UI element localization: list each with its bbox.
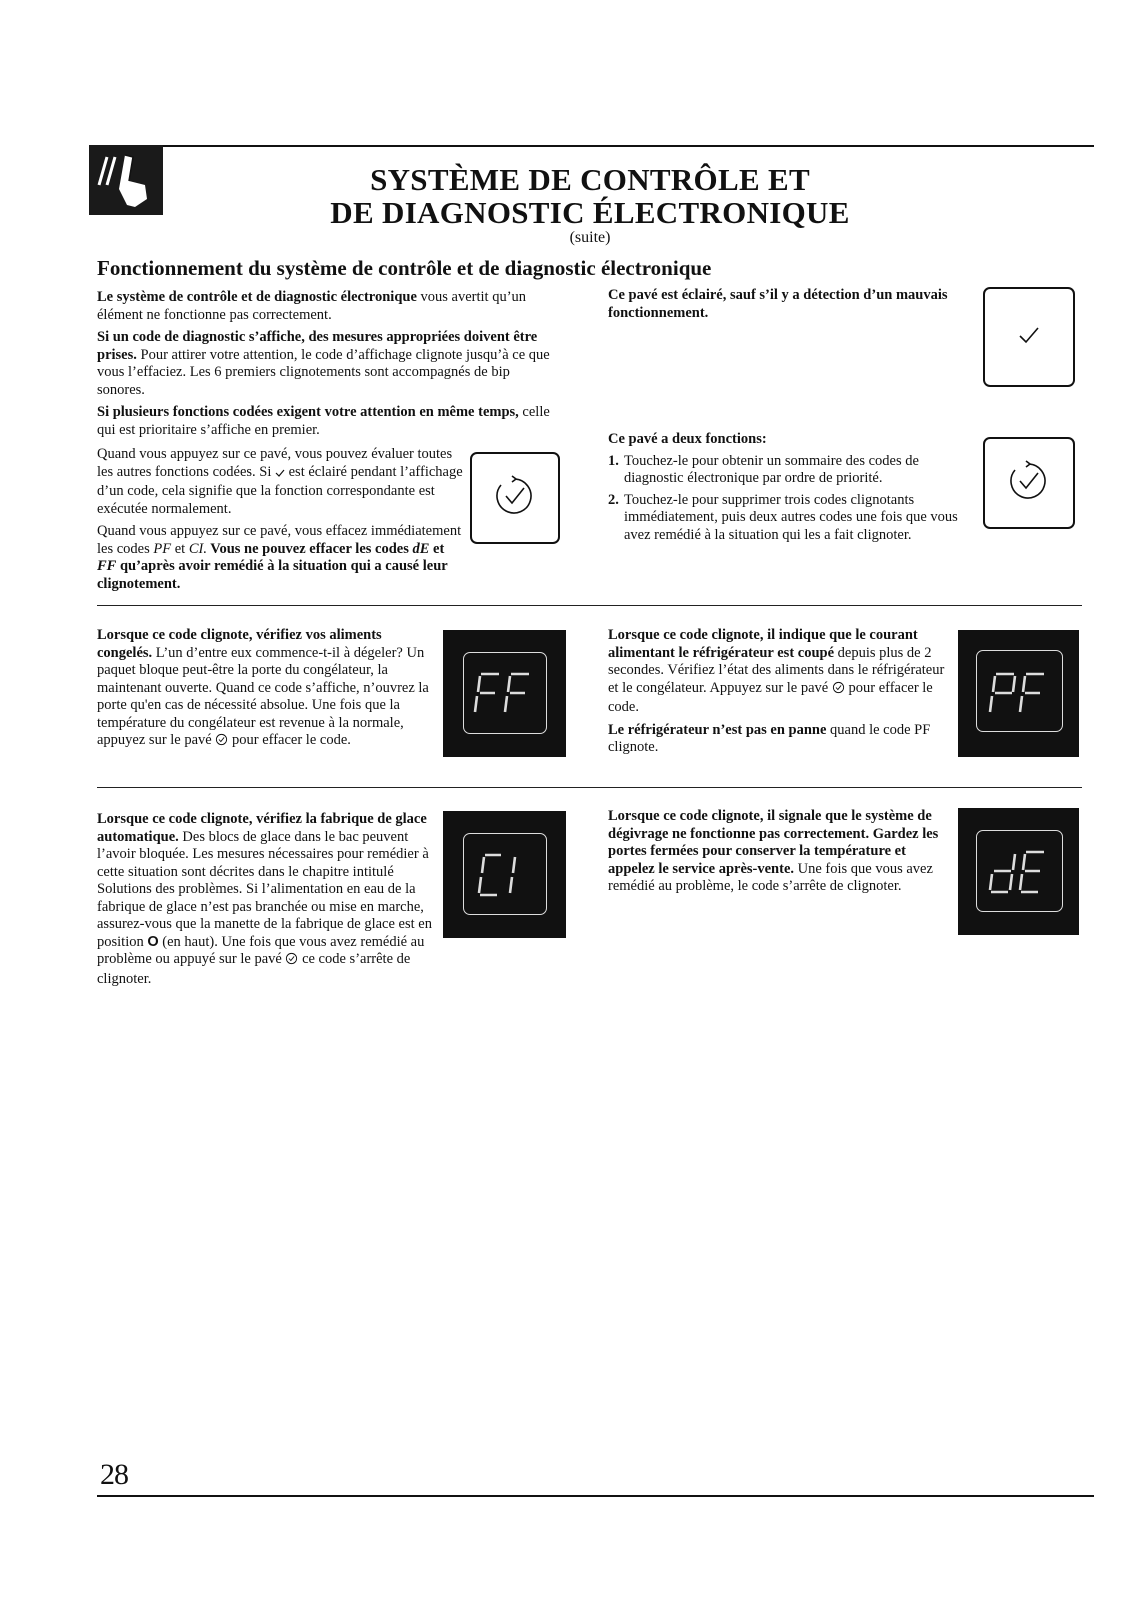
intro-paragraphs-bottom bbox=[97, 446, 467, 598]
intro-p2: Si un code de diagnostic s’affiche, des mesures appropriées doivent être prises. Pour attirer votre attention, le code d’affichage clignote jusqu’à ce que vous l’effaciez. Les 6 premiers clignotements sont accompagnés de bip sonores. bbox=[97, 329, 550, 398]
de-segment-glyphs bbox=[988, 846, 1054, 896]
ff-code-display bbox=[443, 630, 566, 757]
footer-rule bbox=[97, 1495, 1094, 1497]
ci-code-description: Lorsque ce code clignote, vérifiez la fabrique de glace automatique. Des blocs de glace dans le bac peuvent l’avoir bloquée. Les mesures nécessaires pour remédier à cette situation sont décrites dans le chapitre intitulé Solutions des problèmes. Si l’alimentation en eau de la fabrique de glace n’est pas branchée ou mise en marche, assurez-vous que la manette de la fabrique de glace est en position O (en haut). Une fois que vous avez remédié au problème ou appuyé sur le pavé ce code s’arrête de clignoter. bbox=[97, 811, 432, 987]
list-item: 2. Touchez-le pour supprimer trois codes clignotants immédiatement, puis deux autres codes une fois que vous avez remédié à la situation qui les a fait clignoter. bbox=[608, 491, 958, 543]
de-code-description: Lorsque ce code clignote, il signale que le système de dégivrage ne fonctionne pas correctement. Gardez les portes fermées pour conserver la température et appelez le service après-vente. Une fois que vous avez remédié au problème, le code s’arrête de clignoter. bbox=[608, 808, 939, 894]
two-functions-heading: Ce pavé a deux fonctions: bbox=[608, 431, 767, 447]
circle-check-icon bbox=[492, 473, 538, 524]
pf-code-description: Lorsque ce code clignote, il indique que le courant alimentant le réfrigérateur est coupé depuis plus de 2 secondes. Vérifiez l’état des aliments dans le réfrigérateur et le congélateur. Appuyez sur le pavé pour effacer le code. Le réfrigérateur n’est pas en panne quand le code PF clignote. bbox=[608, 627, 945, 755]
intro-p4: Quand vous appuyez sur ce pavé, vous pouvez évaluer toutes les autres fonctions codées. Si est éclairé pendant l’affichage d’un code, cela signifie que la fonction correspondante est exécutée normalement. bbox=[97, 446, 463, 517]
section-divider bbox=[97, 787, 1082, 788]
page-number: 28 bbox=[100, 1458, 128, 1491]
circle-check-icon bbox=[215, 733, 228, 752]
circle-check-icon bbox=[832, 681, 845, 700]
check-icon bbox=[275, 466, 285, 484]
intro-p1: Le système de contrôle et de diagnostic électronique vous avertit qu’un élément ne fonctionne pas correctement. bbox=[97, 289, 527, 323]
two-functions-block bbox=[608, 431, 978, 548]
intro-p3: Si plusieurs fonctions codées exigent votre attention en même temps, celle qui est prioritaire s’affiche en premier. bbox=[97, 404, 550, 438]
ff-code-description: Lorsque ce code clignote, vérifiez vos aliments congelés. L’un d’entre eux commence-t-il à dégeler? Un paquet bloque peut-être la porte du congélateur, la maintenant ouverte. Quand ce code s’affiche, n’ouvrez la porte qu'en cas de nécessité absolue. Une fois que la température du congélateur est revenue à la normale, appuyez sur le pavé pour effacer le code. bbox=[97, 627, 432, 757]
list-item: 1. Touchez-le pour obtenir un sommaire des codes de diagnostic électronique par ordre de priorité. bbox=[608, 452, 919, 486]
hand-pressing-icon bbox=[89, 145, 163, 215]
circle-check-icon bbox=[1006, 458, 1052, 509]
status-check-pad[interactable] bbox=[983, 287, 1075, 387]
ci-segment-glyphs bbox=[477, 849, 533, 899]
section-heading: Fonctionnement du système de contrôle et de diagnostic électronique bbox=[97, 256, 712, 280]
page-title-line1: SYSTÈME DE CONTRÔLE ET bbox=[370, 162, 810, 197]
pf-code-display bbox=[958, 630, 1079, 757]
section-divider bbox=[97, 605, 1082, 606]
ff-segment-glyphs bbox=[473, 668, 539, 718]
pf-segment-glyphs bbox=[988, 668, 1054, 718]
steps-list bbox=[608, 453, 978, 545]
intro-paragraphs-top bbox=[97, 289, 552, 444]
de-code-display bbox=[958, 808, 1079, 935]
diagnostic-pad-button[interactable] bbox=[983, 437, 1075, 529]
page-subtitle: (suite) bbox=[569, 229, 611, 246]
check-pad-description: Ce pavé est éclairé, sauf s’il y a détection d’un mauvais fonctionnement. bbox=[608, 287, 948, 321]
intro-p5: Quand vous appuyez sur ce pavé, vous effacez immédiatement les codes PF et CI. Vous ne pouvez effacer les codes dE et FF qu’après avoir remédié à la situation qui a causé leur clignotement. bbox=[97, 523, 462, 592]
diagnostic-pad-button[interactable] bbox=[470, 452, 560, 544]
page-title-line2: DE DIAGNOSTIC ÉLECTRONIQUE bbox=[330, 195, 850, 230]
header-rule bbox=[97, 145, 1094, 147]
position-symbol: O bbox=[147, 933, 159, 950]
ci-code-display bbox=[443, 811, 566, 938]
circle-check-icon bbox=[285, 952, 298, 971]
check-icon bbox=[1017, 325, 1041, 350]
